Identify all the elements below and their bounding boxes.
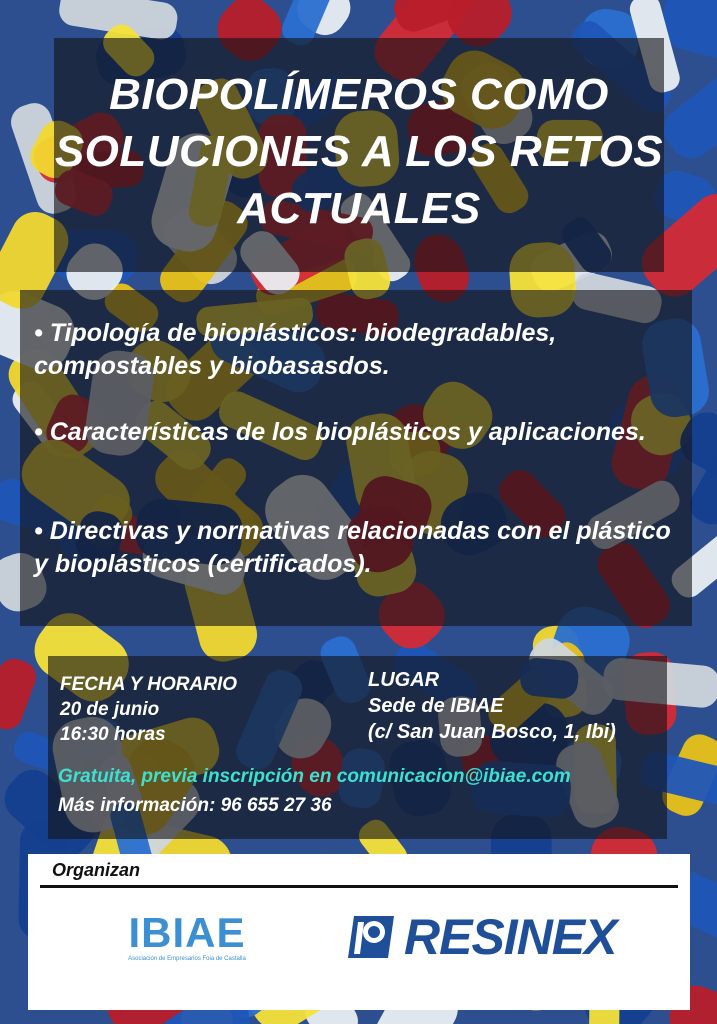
title-panel [54,38,664,272]
resinex-mark-icon [348,914,394,960]
topic-item: • Directivas y normativas relacionadas con el plástico y bioplásticos (certificados). [34,517,671,578]
ibiae-logo-tagline: Asociación de Empresarios Foia de Castalla [128,956,246,962]
venue-address: (c/ San Juan Bosco, 1, Ibi) [368,721,616,743]
event-info-panel [48,656,667,839]
resinex-logo [348,909,628,965]
date-heading: FECHA Y HORARIO [60,674,238,695]
event-time: 16:30 horas [60,724,166,745]
resinex-logo-text: RESINEX [404,909,617,965]
topic-item: • Tipología de bioplásticos: biodegradables, compostables y biobasasdos. [34,319,557,380]
place-heading: LUGAR [368,669,440,691]
topic-item: • Características de los bioplásticos y aplicaciones. [34,418,646,446]
divider [40,885,678,888]
registration-note: Gratuita, previa inscripción en comunicacion@ibiae.com [58,766,571,787]
poster-title: BIOPOLÍMEROS COMO SOLUCIONES A LOS RETOS ACTUALES [54,70,664,233]
ibiae-logo [122,910,252,962]
ibiae-logo-text: IBIAE [128,909,246,956]
more-info-phone: Más información: 96 655 27 36 [58,795,332,816]
event-date: 20 de junio [60,699,160,720]
organizers-label: Organizan [52,860,141,880]
organizers-panel [28,854,690,1010]
topics-panel [20,290,692,626]
venue-name: Sede de IBIAE [368,695,504,717]
